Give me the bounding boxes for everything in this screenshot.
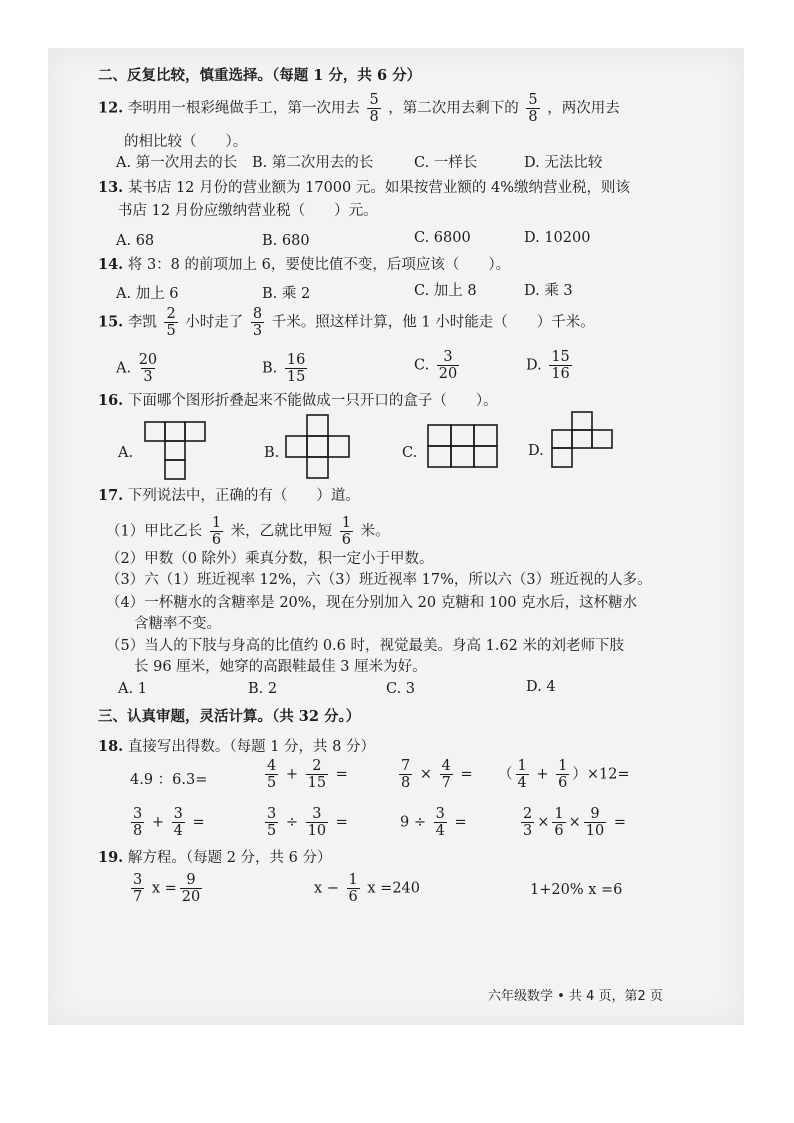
question-text: 下列说法中，正确的有（ ）道。 <box>127 488 360 504</box>
question-16-line-1 <box>98 391 498 411</box>
expression-5: $\frac{3}{8}$ + $\frac{3}{4}$ = <box>133 806 205 839</box>
question-12-line-1 <box>98 92 620 125</box>
option-c: C. 一样长 <box>414 155 478 171</box>
statement-4-line-2: 含糖率不变。 <box>134 616 221 632</box>
equation-2: x − $\frac{1}{6}$ x =240 <box>314 872 421 905</box>
question-text: 下面哪个图形折叠起来不能做成一只开口的盒子（ ）。 <box>127 393 498 409</box>
statement-5-line-1: （5）当人的下肢与身高的比值约 0.6 时，视觉最美。身高 1.62 米的刘老师下肢 <box>106 638 625 654</box>
question-text: 解方程。（每题 2 分，共 6 分） <box>127 850 332 866</box>
question-text: 小时走了 <box>185 314 244 331</box>
question-text: 李凯 <box>127 314 157 331</box>
question-text: 千米。照这样计算，他 1 小时能走（ ）千米。 <box>271 314 595 331</box>
option-b: B. 第二次用去的长 <box>252 155 374 171</box>
option-c: C. 加上 8 <box>414 283 477 299</box>
option-b: B. 2 <box>248 681 278 697</box>
question-17-line-1 <box>98 486 360 506</box>
question-number: 13. <box>98 179 124 196</box>
question-text: ，两次用去 <box>547 100 620 117</box>
statement-3: （3）六（1）班近视率 12%，六（3）班近视率 17%，所以六（3）班近视的人多。 <box>106 572 652 588</box>
expression-6: $\frac{3}{5}$ ÷ $\frac{3}{10}$ = <box>267 806 348 839</box>
question-14-line-1 <box>98 255 510 275</box>
option-b: B. 680 <box>262 233 310 249</box>
fraction: $\frac{2}{5}$ <box>166 306 176 339</box>
option-d: D. 无法比较 <box>524 155 603 171</box>
option-d: D. 10200 <box>524 230 591 246</box>
expression-7: 9 ÷ $\frac{3}{4}$ = <box>400 806 467 839</box>
question-18-title <box>98 737 375 757</box>
expression-1: 4.9 ：6.3= <box>130 772 208 788</box>
question-number: 17. <box>98 487 124 504</box>
question-12-line-2: 的相比较（ ）。 <box>124 134 248 150</box>
option-d: D. $\frac{15}{16}$ <box>526 349 570 382</box>
cube-net-c <box>427 424 499 468</box>
option-d-label: D. <box>528 443 544 459</box>
cube-net-a <box>144 421 206 481</box>
expression-8: $\frac{2}{3}$ × $\frac{1}{6}$ × $\frac{9}{10}$ = <box>523 806 626 839</box>
statement-1: （1）甲比乙长 $\frac{1}{6}$ 米，乙就比甲短 $\frac{1}{6}$ 米。 <box>106 515 390 548</box>
question-text: ，第二次用去剩下的 <box>388 100 519 117</box>
option-a: A. 1 <box>118 681 147 697</box>
expression-2: $\frac{4}{5}$ + $\frac{2}{15}$ = <box>267 758 348 791</box>
question-19-title <box>98 848 331 868</box>
option-c: C. 6800 <box>414 230 471 246</box>
option-d: D. 4 <box>526 679 556 695</box>
section-2-heading: 二、反复比较，慎重选择。（每题 1 分，共 6 分） <box>98 67 422 84</box>
question-number: 19. <box>98 849 124 866</box>
cube-net-d <box>551 411 615 469</box>
option-a: A. 68 <box>116 233 155 249</box>
expression-4: （ $\frac{1}{4}$ + $\frac{1}{6}$ ）×12= <box>498 758 630 791</box>
question-text: 李明用一根彩绳做手工，第一次用去 <box>127 100 360 117</box>
statement-5-line-2: 长 96 厘米，她穿的高跟鞋最佳 3 厘米为好。 <box>134 659 427 675</box>
option-c: C. 3 <box>386 681 416 697</box>
cube-net-b <box>285 414 351 480</box>
option-b: B. 乘 2 <box>262 286 311 302</box>
option-c-label: C. <box>402 445 418 461</box>
page-footer: 六年级数学 • 共 4 页，第2 页 <box>488 989 663 1004</box>
question-13-line-2: 书店 12 月份应缴纳营业税（ ）元。 <box>118 203 378 219</box>
option-d: D. 乘 3 <box>524 283 573 299</box>
equation-1: $\frac{3}{7}$ x = $\frac{9}{20}$ <box>133 872 201 905</box>
question-13-line-1 <box>98 178 630 198</box>
equation-3: 1+20% x =6 <box>530 882 623 898</box>
fraction: $\frac{5}{8}$ <box>369 92 379 125</box>
option-a-label: A. <box>118 445 134 461</box>
question-number: 14. <box>98 256 124 273</box>
question-text: 某书店 12 月份的营业额为 17000 元。如果按营业额的 4%缴纳营业税，则该 <box>127 180 630 196</box>
question-number: 16. <box>98 392 124 409</box>
question-text: 直接写出得数。（每题 1 分，共 8 分） <box>127 739 375 755</box>
option-a: A. $\frac{20}{3}$ <box>116 352 158 385</box>
question-15-line-1 <box>98 306 595 339</box>
option-b-label: B. <box>264 445 280 461</box>
question-number: 18. <box>98 738 124 755</box>
fraction: $\frac{8}{3}$ <box>252 306 263 339</box>
fraction: $\frac{5}{8}$ <box>528 92 538 125</box>
question-number: 15. <box>98 313 124 331</box>
expression-3: $\frac{7}{8}$ × $\frac{4}{7}$ = <box>401 758 473 791</box>
option-a: A. 第一次用去的长 <box>116 155 238 171</box>
question-number: 12. <box>98 99 124 117</box>
statement-2: （2）甲数（0 除外）乘真分数，积一定小于甲数。 <box>106 551 434 567</box>
option-c: C. $\frac{3}{20}$ <box>414 349 458 382</box>
question-text: 将 3：8 的前项加上 6，要使比值不变，后项应该（ ）。 <box>127 257 511 273</box>
option-a: A. 加上 6 <box>116 286 179 302</box>
statement-4-line-1: （4）一杯糖水的含糖率是 20%，现在分别加入 20 克糖和 100 克水后，这杯糖水 <box>106 595 638 611</box>
section-3-heading: 三、认真审题，灵活计算。（共 32 分。） <box>98 708 361 725</box>
option-b: B. $\frac{16}{15}$ <box>262 352 306 385</box>
